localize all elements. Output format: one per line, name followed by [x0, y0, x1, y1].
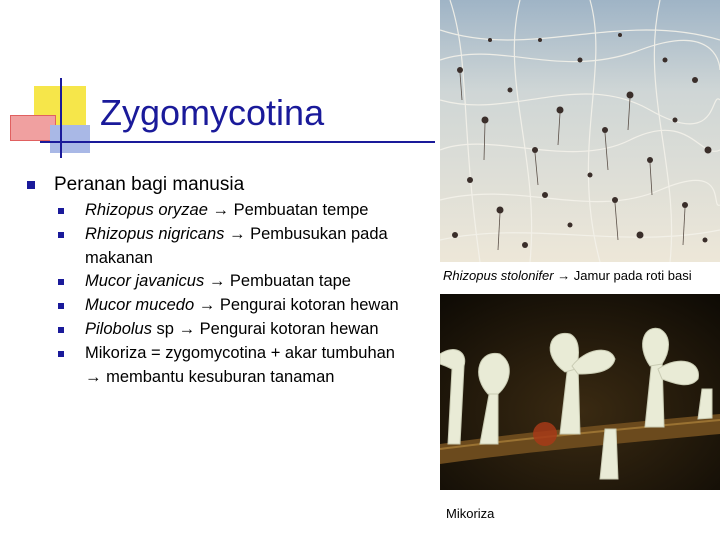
photo1-caption — [443, 268, 692, 283]
bullet-square — [58, 279, 64, 285]
slide-title: Zygomycotina — [100, 92, 325, 133]
arrow-icon: → — [85, 367, 102, 386]
title-decoration-blue — [50, 125, 90, 153]
title-underline — [40, 141, 435, 143]
photo2-caption: Mikoriza — [446, 506, 495, 521]
item-text: membantu kesuburan tanaman — [101, 367, 335, 386]
sub-bullet-list — [58, 199, 408, 389]
main-bullet-square — [27, 181, 35, 189]
bullet-square — [58, 208, 64, 214]
species-name: Mucor javanicus — [85, 272, 205, 291]
arrow-icon: → — [557, 268, 571, 283]
item-text: Mikoriza = zygomycotina + akar tumbuhan — [85, 343, 395, 362]
caption-species: Rhizopus stolonifer — [443, 268, 554, 283]
bullet-square — [58, 232, 64, 238]
mikoriza-photo — [440, 294, 720, 490]
list-item — [58, 294, 408, 318]
species-name: Rhizopus nigricans — [85, 224, 225, 243]
list-item — [58, 318, 408, 342]
list-item — [58, 270, 408, 294]
item-text: sp — [151, 319, 179, 338]
arrow-icon: → — [212, 201, 229, 219]
arrow-icon: → — [178, 319, 196, 338]
rhizopus-photo — [440, 0, 720, 262]
species-name: Pilobolus — [85, 319, 152, 338]
bullet-square — [58, 327, 64, 333]
bullet-square — [58, 303, 64, 309]
list-item — [58, 223, 408, 271]
rhizopus-photo-illustration — [440, 0, 720, 262]
item-text: Pembuatan tape — [225, 272, 351, 291]
mikoriza-photo-illustration — [440, 294, 720, 490]
bullet-square — [58, 351, 64, 357]
item-text: Pembusukan pada makanan — [85, 224, 388, 267]
arrow-icon: → — [208, 272, 226, 291]
main-bullet-text: Peranan bagi manusia — [54, 174, 245, 195]
item-text: Pengurai kotoran hewan — [215, 296, 399, 315]
list-item — [58, 342, 408, 390]
item-text: Pengurai kotoran hewan — [195, 319, 379, 338]
species-name: Mucor mucedo — [85, 296, 195, 315]
species-name: Rhizopus oryzae — [85, 201, 208, 219]
arrow-icon: → — [229, 224, 246, 243]
caption-text: Jamur pada roti basi — [570, 268, 692, 283]
title-decoration-vertical-line — [60, 78, 62, 158]
item-text: Pembuatan tempe — [229, 201, 369, 219]
arrow-icon: → — [198, 296, 216, 315]
list-item — [58, 199, 408, 223]
